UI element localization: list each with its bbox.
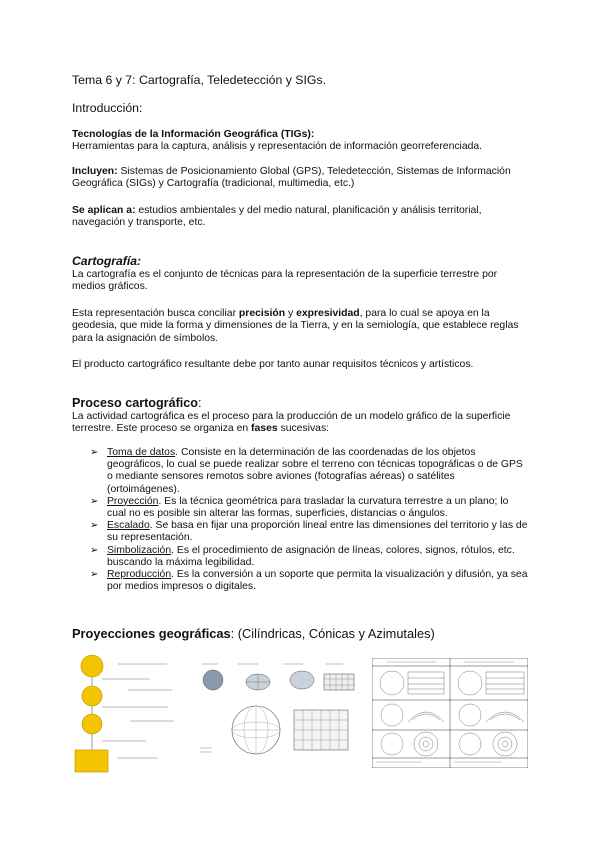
proceso-heading	[72, 396, 201, 411]
p2-precision: precisión	[238, 308, 286, 319]
aplican-label: Se aplican a:	[72, 205, 136, 216]
tigs-heading: Tecnologías de la Información Geográfica (TIGs):	[72, 129, 315, 140]
step-term: Proyección	[107, 495, 159, 507]
projection-flow-diagram	[72, 650, 182, 774]
yellow-sphere-3	[82, 714, 102, 734]
p2-text-a: Esta representación busca conciliar	[72, 308, 237, 319]
step-text: . Se basa en fijar una proporción lineal entre las dimensiones del territorio y las de su representación.	[107, 520, 528, 544]
step-term: Escalado	[107, 520, 150, 532]
aplican-text: estudios ambientales y del medio natural, planificación y análisis territorial, navegación y transporte, etc.	[72, 205, 482, 229]
arrow-bullet-icon: ➢	[90, 495, 99, 507]
arrow-bullet-icon: ➢	[90, 569, 99, 581]
arrow-bullet-icon: ➢	[90, 520, 99, 532]
tigs-section	[72, 129, 532, 154]
projection-types-table	[372, 658, 528, 768]
cartografia-p1: La cartografía es el conjunto de técnicas para la representación de la superficie terrestre por medios gráficos.	[72, 269, 498, 293]
p2-text-e: , para lo cual se apoya en la geodesia, que mide la forma y dimensiones de la Tierra, y en la semiología, que establece reglas para la asignación de símbolos.	[72, 308, 519, 344]
step-term: Reproducción	[107, 569, 172, 581]
incluyen-text: Sistemas de Posicionamiento Global (GPS), Teledetección, Sistemas de Información Geográfica (SIGs) y Cartografía (tradicional, multimedia, etc.)	[72, 166, 511, 190]
intro-heading: Introducción:	[72, 101, 143, 115]
p2-expresividad: expresividad	[296, 308, 360, 319]
arrow-bullet-icon: ➢	[90, 447, 99, 458]
p2-text-y: y	[288, 308, 294, 319]
proceso-steps-list	[90, 447, 530, 593]
list-item	[90, 520, 530, 544]
arrow-bullet-icon: ➢	[90, 544, 99, 556]
step-text: . Es el procedimiento de asignación de líneas, colores, signos, rótulos, etc. buscando la máxima legibilidad.	[107, 544, 515, 568]
step-term: Toma de datos	[107, 447, 176, 458]
step-text: . Consiste en la determinación de las coordenadas de los objetos geográficos, lo cual se puede realizar sobre el terreno con técnicas topográficas o de GPS o mediante sensores remotos sobre aviones (fotografías aéreas) o satélites (ortoimágenes).	[107, 447, 523, 495]
proceso-colon: :	[197, 396, 202, 410]
yellow-sphere-1	[81, 655, 103, 677]
list-item	[90, 545, 530, 569]
yellow-plane	[75, 750, 108, 772]
list-item	[90, 447, 530, 496]
proceso-p1-a: La actividad cartográfica es el proceso para la producción de un modelo gráfico de la superficie terrestre. Este proceso se organiza en	[72, 411, 511, 435]
document-title: Tema 6 y 7: Cartografía, Teledetección y SIGs.	[72, 73, 327, 87]
proceso-heading-text: Proceso cartográfico	[72, 396, 198, 410]
projection-globe-diagram	[198, 660, 358, 756]
proceso-fases: fases	[251, 423, 278, 435]
proyecciones-heading	[72, 626, 435, 641]
step-text: . Es la técnica geométrica para trasladar la curvatura terrestre a un plano; lo cual no es posible sin alterar las formas, superficies, distancias o ángulos.	[107, 495, 509, 520]
step-text: . Es la conversión a un soporte que permita la visualización y difusión, ya sea por medios impresos o digitales.	[107, 569, 528, 593]
proyecciones-heading-text: Proyecciones geográficas	[72, 626, 231, 641]
yellow-sphere-2	[82, 686, 102, 706]
cartografia-p3: El producto cartográfico resultante debe por tanto aunar requisitos técnicos y artísticos.	[72, 359, 474, 370]
list-item	[90, 569, 530, 593]
cartografia-heading: Cartografía:	[72, 254, 142, 268]
incluyen-paragraph	[72, 166, 532, 191]
incluyen-label: Incluyen:	[72, 166, 118, 177]
proceso-p1-c: sucesivas:	[280, 423, 330, 435]
proceso-p1	[72, 411, 532, 436]
cartografia-p2	[72, 308, 532, 345]
step-term: Simbolización	[107, 544, 172, 556]
tigs-description: Herramientas para la captura, análisis y representación de información georreferenciada.	[72, 141, 483, 153]
proyecciones-types: : (Cilíndricas, Cónicas y Azimutales)	[230, 626, 435, 641]
list-item	[90, 496, 530, 520]
aplican-paragraph	[72, 205, 532, 230]
